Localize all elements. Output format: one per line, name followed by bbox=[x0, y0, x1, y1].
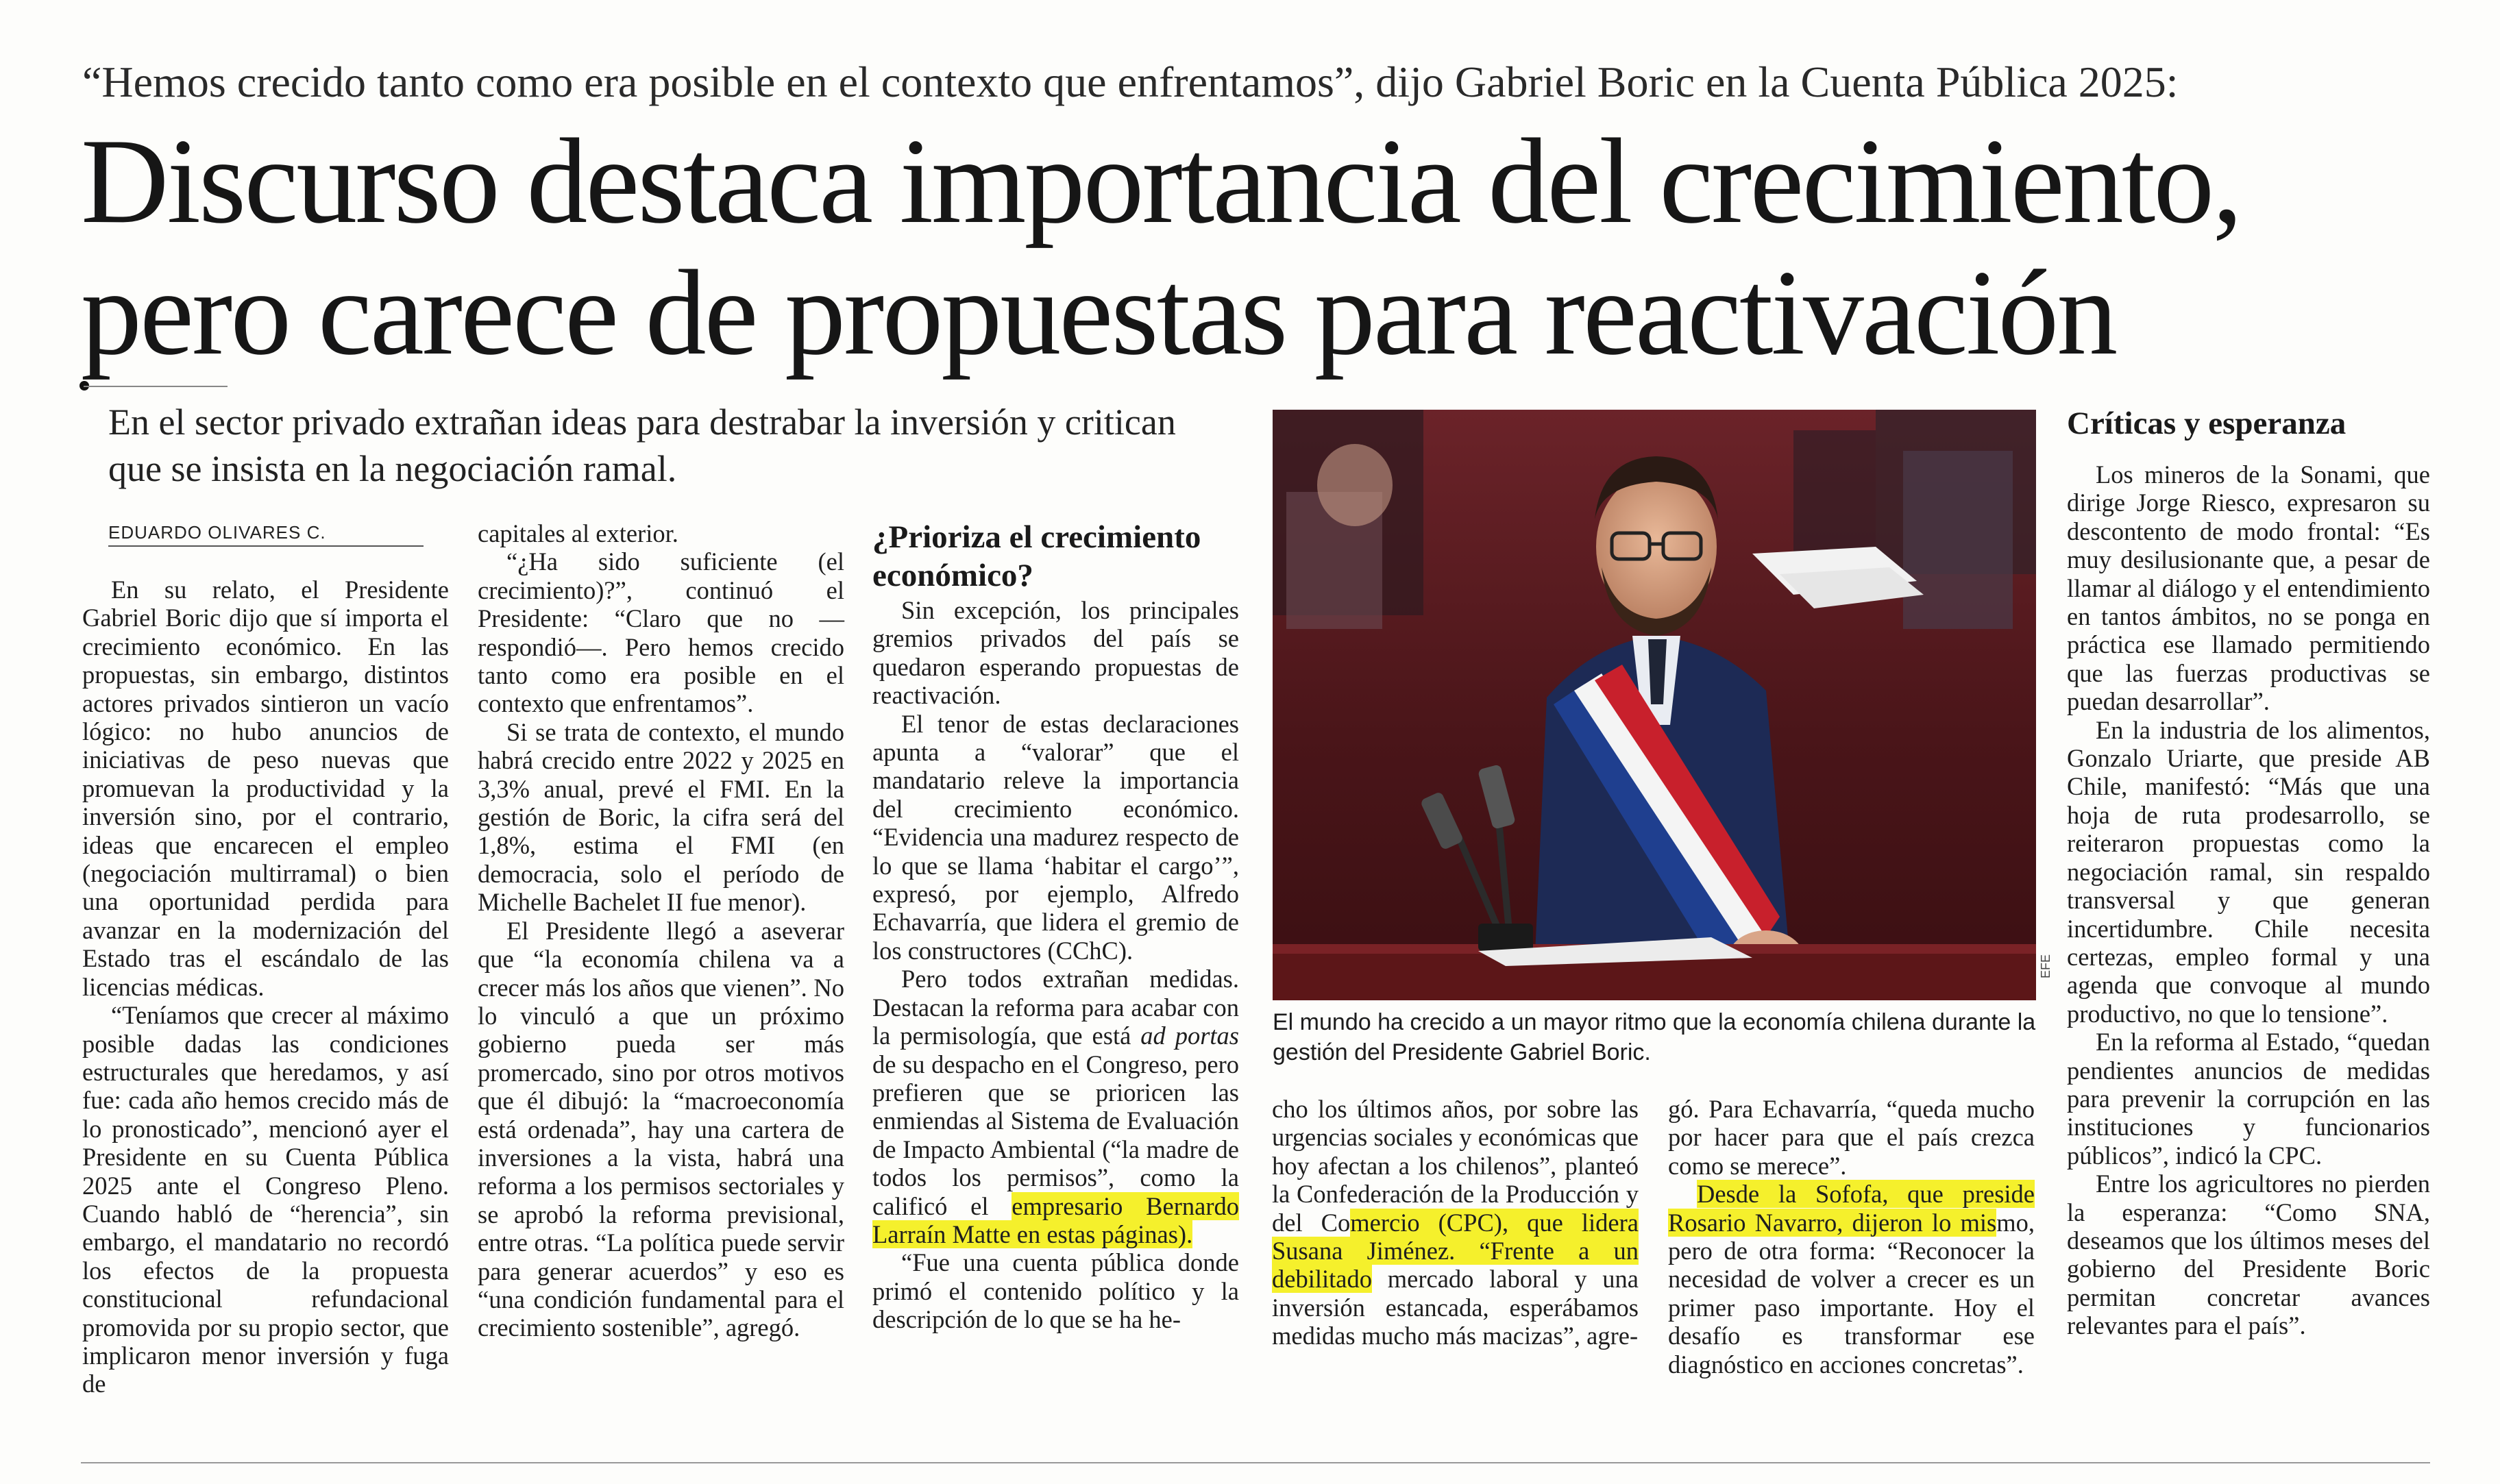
text-run: Pero todos extrañan medidas. Destacan la reforma para acabar con la permisología, que está bbox=[872, 965, 1239, 1050]
paragraph: capitales al exterior. bbox=[478, 519, 678, 547]
photo-illustration bbox=[1273, 410, 2036, 1000]
paragraph bbox=[1272, 1095, 1639, 1350]
column-5 bbox=[1668, 1095, 2035, 1378]
headline-line-1: Discurso destaca importancia del crecimiento, bbox=[81, 113, 2241, 249]
paragraph: Los mineros de la Sonami, que dirige Jorge Riesco, expresaron su descontento de modo frontal: “Es muy desilusionante que, a pesar de llamar al diálogo y el entendimiento en tantos ámbitos, no se ponga en práctica ese llamado permitiendo que las fuerzas productivas se puedan desarrollar”. bbox=[2067, 460, 2430, 716]
paragraph: El Presidente llegó a aseverar que “la economía chilena va a crecer más los años que vienen”. No lo vinculó a que un próximo gobierno pueda ser más promercado, sino por otros motivos que él dibujó: la “macroeconomía está ordenada”, hay una cartera de inversiones a la vista, habrá una reforma a los permisos sectoriales y se aprobó la reforma previsional, entre otras. “La política puede servir para generar acuerdos” y eso es “una condición fundamental para el crecimiento sostenible”, agregó. bbox=[478, 916, 844, 1342]
headline bbox=[81, 115, 2438, 378]
headline-rule bbox=[84, 386, 228, 387]
headline-line-2: pero carece de propuestas para reactivación bbox=[81, 245, 2116, 380]
paragraph: “¿Ha sido suficiente (el crecimiento)?”, continuó el Presidente: “Claro que no —respondió—. Pero hemos crecido tanto como era posible en el contexto que enfrentamos”. bbox=[478, 547, 844, 718]
photo-credit: EFE bbox=[2039, 954, 2052, 978]
paragraph bbox=[872, 965, 1239, 1248]
paragraph: “Fue una cuenta pública donde primó el contenido político y la descripción de lo que se ha he- bbox=[872, 1248, 1239, 1334]
text-run: cho los últimos años, por sobre las urgencias sociales y económicas que hoy afectan a los chilenos”, planteó la Confederación de la Producción y del Co bbox=[1272, 1095, 1639, 1237]
italic-run: ad portas bbox=[1140, 1022, 1239, 1050]
subhead-crecimiento: ¿Prioriza el crecimiento económico? bbox=[872, 519, 1201, 593]
text-run: mo, pero de otra forma: “Reconocer la necesidad de volver a crecer es un primer paso importante. Hoy el desafío es transformar ese diagnóstico en acciones concretas”. bbox=[1668, 1208, 2035, 1378]
paragraph: En su relato, el Presidente Gabriel Boric dijo que sí importa el crecimiento económico. En las propuestas, sin embargo, distintos actores privados sintieron un vacío lógico: no hubo anuncios de iniciativas de peso nuevas que promuevan la productividad y la inversión sino, por el contrario, ideas que encarecen el empleo (negociación multirramal) o bien una oportunidad perdida para avanzar en la modernización del Estado tras el escándalo de las licencias médicas. bbox=[82, 576, 449, 1001]
bottom-rule bbox=[81, 1462, 2430, 1463]
photo-caption: El mundo ha crecido a un mayor ritmo que la economía chilena durante la gestión del Presidente Gabriel Boric. bbox=[1273, 1009, 2036, 1065]
column-3 bbox=[872, 596, 1239, 1334]
paragraph bbox=[1668, 1180, 2035, 1378]
paragraph: Entre los agricultores no pierden la esperanza: “Como SNA, deseamos que los últimos meses del gobierno del Presidente Boric permitan concretar avances relevantes para el país”. bbox=[2067, 1170, 2430, 1340]
text-run: de su despacho en el Congreso, pero prefieren que se prioricen las enmiendas al Sistema de Evaluación de Impacto Ambiental (“la madre de todos los permisos”, como la calificó el bbox=[872, 1050, 1239, 1220]
column-6 bbox=[2067, 460, 2430, 1340]
subhead-criticas: Críticas y esperanza bbox=[2067, 406, 2346, 441]
paragraph: Si se trata de contexto, el mundo habrá crecido entre 2022 y 2025 en 3,3% anual, prevé el FMI. En la gestión de Boric, la cifra será del 1,8%, estima el FMI (en democracia, solo el período de Michelle Bachelet II fue menor). bbox=[478, 717, 844, 917]
highlight: empresario Bernardo Larraín Matte en estas páginas). bbox=[872, 1191, 1239, 1248]
photo-president bbox=[1273, 410, 2036, 1000]
column-2 bbox=[478, 519, 844, 1342]
paragraph: En la industria de los alimentos, Gonzalo Uriarte, que preside AB Chile, manifestó: “Más que una hoja de ruta prodesarrollo, se reiteraron propuestas como la negociación ramal, sin respaldo transversal y que generan incertidumbre. Chile necesita certezas, empleo formal y una agenda que convoque al mundo productivo, no que lo tensione”. bbox=[2067, 715, 2430, 1028]
highlight: Desde la Sofofa, que preside Rosario Navarro, dijeron lo mis bbox=[1668, 1180, 2035, 1237]
paragraph: “Teníamos que crecer al máximo posible dadas las condiciones estructurales que heredamos, y así fue: cada año hemos crecido más de lo pronosticado”, mencionó ayer el Presidente en su Cuenta Pública 2025 ante el Congreso Pleno. Cuando habló de “herencia”, sin embargo, el mandatario no recordó los efectos de la propuesta constitucional refundacional promovida por su propio sector, que implicaron menor inversión y fuga de bbox=[82, 1001, 449, 1398]
highlight: mercio (CPC), que lidera Susana Jiménez. “Frente a un debilitado bbox=[1272, 1208, 1639, 1294]
kicker: “Hemos crecido tanto como era posible en el contexto que enfrentamos”, dijo Gabriel Boric en la Cuenta Pública 2025: bbox=[82, 58, 2179, 106]
paragraph: gó. Para Echavarría, “queda mucho por hacer para que el país crezca como se merece”. bbox=[1668, 1095, 2035, 1180]
column-4 bbox=[1272, 1095, 1639, 1350]
paragraph: Sin excepción, los principales gremios privados del país se quedaron esperando propuestas de reactivación. bbox=[872, 596, 1239, 710]
paragraph: El tenor de estas declaraciones apunta a “valorar” que el mandatario releve la importancia del crecimiento económico. “Evidencia una madurez respecto de lo que se llama ‘habitar el cargo’”, expresó, por ejemplo, Alfredo Echavarría, que lidera el gremio de los constructores (CChC). bbox=[872, 709, 1239, 965]
byline: EDUARDO OLIVARES C. bbox=[108, 522, 424, 547]
paragraph: En la reforma al Estado, “quedan pendientes anuncios de medidas para prevenir la corrupción en las instituciones y funcionarios públicos”, indicó la CPC. bbox=[2067, 1028, 2430, 1170]
column-1 bbox=[82, 576, 449, 1398]
lede: En el sector privado extrañan ideas para destrabar la inversión y critican que se insista en la negociación ramal. bbox=[108, 401, 1176, 489]
text-run: mercado laboral y una inversión estancada, esperábamos medidas mucho más macizas”, agre- bbox=[1272, 1265, 1639, 1350]
